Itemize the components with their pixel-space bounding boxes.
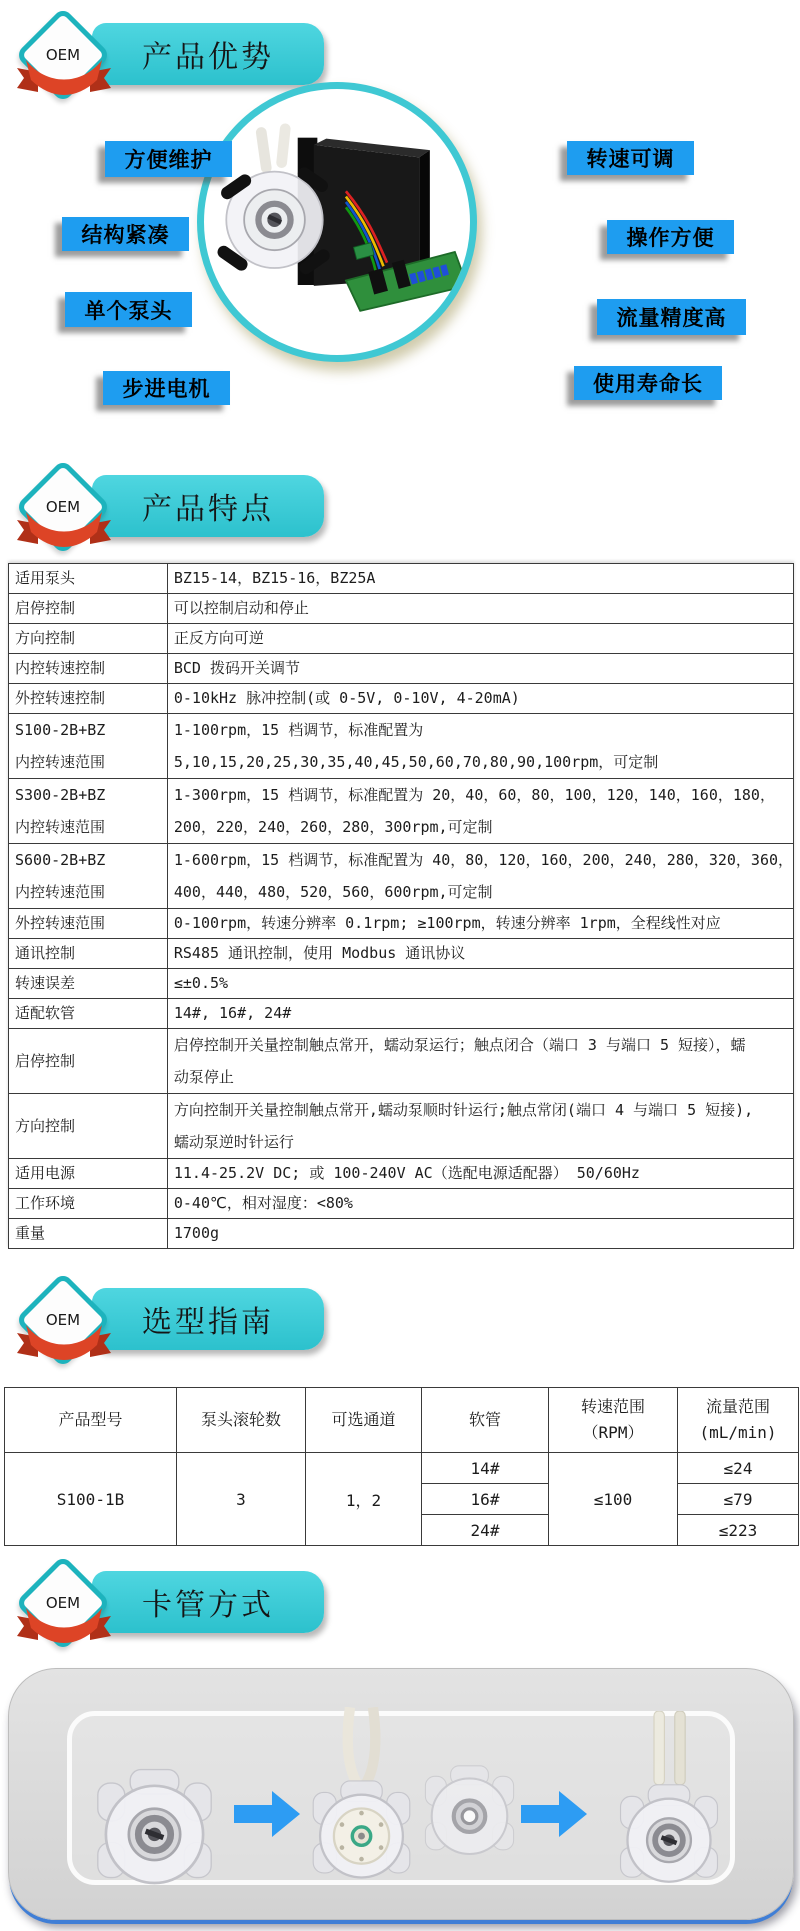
table-row: 转速误差 ≤±0.5% — [9, 969, 794, 999]
tube-cell: 24# — [422, 1515, 549, 1546]
pump-head-step2-photo — [304, 1707, 419, 1887]
oem-badge-label: OEM — [45, 1311, 81, 1329]
advantage-tag: 结构紧凑 — [62, 217, 189, 251]
section-header-tube-loading — [14, 1556, 344, 1660]
tube-cell: 16# — [422, 1484, 549, 1515]
pump-head-step4-photo — [609, 1711, 729, 1891]
table-row: 内控转速控制 BCD 拨码开关调节 — [9, 654, 794, 684]
table-row: 通讯控制 RS485 通讯控制，使用 Modbus 通讯协议 — [9, 939, 794, 969]
arrow-right-icon — [234, 1791, 300, 1837]
pump-head-step1-photo — [87, 1764, 222, 1894]
table-row: 适用电源 11.4-25.2V DC; 或 100-240V AC（选配电源适配器） 50/60Hz — [9, 1159, 794, 1189]
oem-badge-label: OEM — [45, 1594, 81, 1612]
flow-cell: ≤223 — [678, 1515, 799, 1546]
table-row: 外控转速控制 0-10kHz 脉冲控制(或 0-5V, 0-10V, 4-20mA) — [9, 684, 794, 714]
section-title: 选型指南 — [92, 1288, 324, 1350]
arrow-right-icon — [521, 1791, 587, 1837]
tube-loading-panel — [8, 1668, 794, 1920]
table-row: 启停控制 启停控制开关量控制触点常开，蠕动泵运行；触点闭合（端口 3 与端口 5 短接），蠕 动泵停止 — [9, 1029, 794, 1094]
pump-product-photo — [212, 110, 462, 335]
advantage-tag: 流量精度高 — [597, 299, 746, 335]
section-header-features — [14, 460, 344, 564]
product-photo-circle — [197, 82, 477, 362]
table-row: 启停控制 可以控制启动和停止 — [9, 594, 794, 624]
red-ribbon-icon — [14, 60, 114, 100]
pump-head-step3-photo — [417, 1747, 522, 1877]
section-title: 卡管方式 — [92, 1571, 324, 1633]
table-row — [5, 1453, 799, 1484]
table-row: S600-2B+BZ 内控转速范围 1-600rpm，15 档调节，标准配置为 40，80，120，160，200，240，280，320，360， 400，440，480，520，560，600rpm,可定制 — [9, 844, 794, 909]
section-title: 产品特点 — [92, 475, 324, 537]
advantage-tag: 方便维护 — [105, 141, 232, 177]
oem-badge-label: OEM — [45, 46, 81, 64]
red-ribbon-icon — [14, 1608, 114, 1648]
table-row: 适配软管 14#, 16#, 24# — [9, 999, 794, 1029]
flow-cell: ≤79 — [678, 1484, 799, 1515]
table-row: 方向控制 方向控制开关量控制触点常开,蠕动泵顺时针运行;触点常闭(端口 4 与端口 5 短接), 蠕动泵逆时针运行 — [9, 1094, 794, 1159]
red-ribbon-icon — [14, 1325, 114, 1365]
red-ribbon-icon — [14, 512, 114, 552]
table-row: 方向控制 正反方向可逆 — [9, 624, 794, 654]
flow-cell: ≤24 — [678, 1453, 799, 1484]
table-row: 工作环境 0-40℃，相对湿度：<80% — [9, 1189, 794, 1219]
table-row: S300-2B+BZ 内控转速范围 1-300rpm，15 档调节，标准配置为 20，40，60，80，100，120，140，160，180， 200，220，240，260，280，300rpm,可定制 — [9, 779, 794, 844]
channels-cell: 1，2 — [306, 1453, 422, 1546]
advantage-tag: 操作方便 — [607, 220, 734, 254]
rollers-cell: 3 — [177, 1453, 306, 1546]
advantage-tag: 转速可调 — [567, 141, 694, 175]
section-header-selection-guide — [14, 1273, 344, 1377]
spec-table — [8, 563, 794, 1249]
table-header-row: 产品型号 泵头滚轮数 可选通道 软管 转速范围 （RPM） 流量范围 (mL/min) — [5, 1388, 799, 1453]
speed-cell: ≤100 — [549, 1453, 678, 1546]
table-row: 外控转速范围 0-100rpm，转速分辨率 0.1rpm; ≥100rpm，转速分辨率 1rpm，全程线性对应 — [9, 909, 794, 939]
advantage-tag: 步进电机 — [103, 371, 230, 405]
advantage-tag: 使用寿命长 — [574, 366, 722, 400]
section-title: 产品优势 — [92, 23, 324, 85]
selection-table — [4, 1387, 799, 1546]
table-row: S100-2B+BZ 内控转速范围 1-100rpm，15 档调节，标准配置为 5,10,15,20,25,30,35,40,45,50,60,70,80,90,100rpm，可定制 — [9, 714, 794, 779]
table-row: 适用泵头 BZ15-14，BZ15-16，BZ25A — [9, 564, 794, 594]
tube-cell: 14# — [422, 1453, 549, 1484]
table-row: 重量 1700g — [9, 1219, 794, 1249]
model-cell: S100-1B — [5, 1453, 177, 1546]
oem-badge-label: OEM — [45, 498, 81, 516]
advantage-tag: 单个泵头 — [65, 292, 192, 327]
